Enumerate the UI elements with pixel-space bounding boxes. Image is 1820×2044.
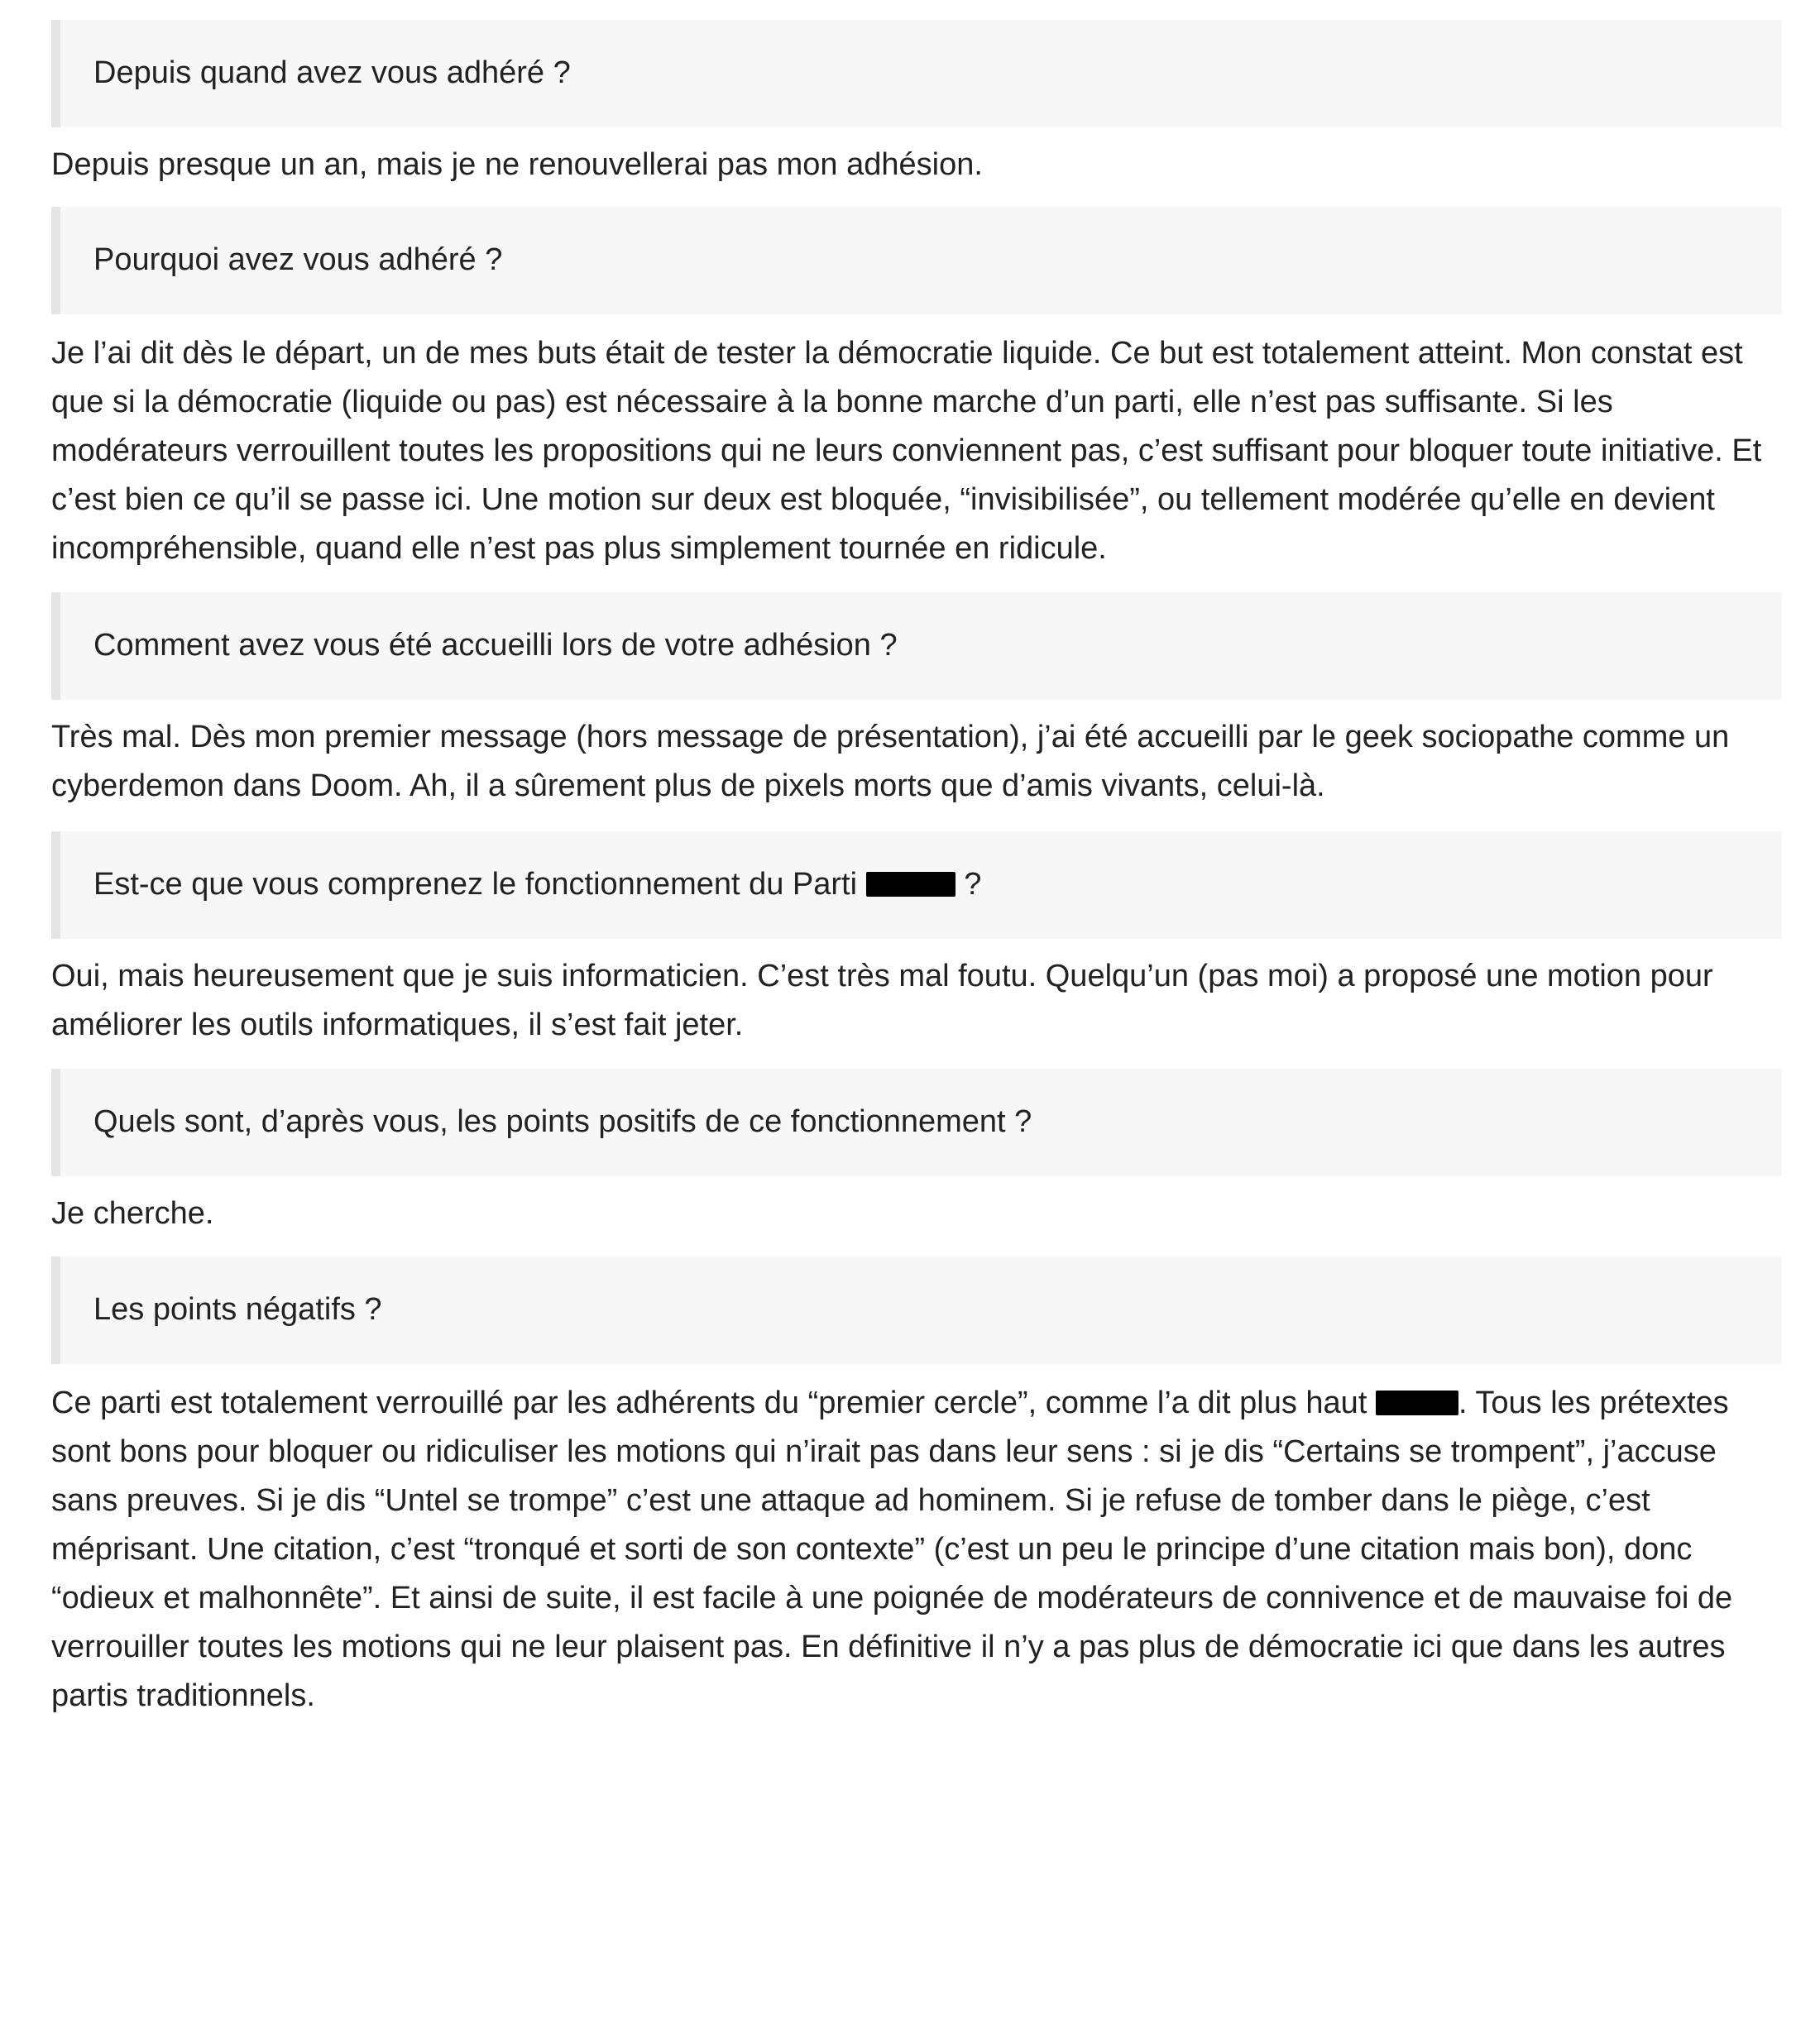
- answer-paragraph: Je cherche.: [51, 1196, 214, 1231]
- question-blockquote: [51, 831, 1782, 939]
- answer-paragraph: Depuis presque un an, mais je ne renouvellerai pas mon adhésion.: [51, 147, 983, 182]
- question-text: [93, 866, 981, 904]
- answer-text-part: Ce parti est totalement verrouillé par les adhérents du “premier cercle”, comme l’a dit plus haut: [51, 1386, 1367, 1420]
- question-text-part: Est-ce que vous comprenez le fonctionnement du Parti: [93, 867, 858, 902]
- answer-paragraph: Très mal. Dès mon premier message (hors message de présentation), j’ai été accueilli par le geek sociopathe comme un cyberdemon dans Doom. Ah, il a sûrement plus de pixels morts que d’amis vivants, celui-là.: [51, 720, 1730, 803]
- question-blockquote: [51, 592, 1782, 700]
- question-blockquote: [51, 1257, 1782, 1364]
- question-blockquote: [51, 207, 1782, 314]
- question-text-part: ?: [964, 867, 982, 902]
- question-text: Pourquoi avez vous adhéré ?: [93, 242, 503, 278]
- interview-document: [0, 20, 1780, 1721]
- question-blockquote: [51, 1069, 1782, 1176]
- answer-paragraph: Je l’ai dit dès le départ, un de mes buts était de tester la démocratie liquide. Ce but est totalement atteint. Mon constat est que si la démocratie (liquide ou pas) est nécessaire à la bonne marche d’un parti, elle n’est pas suffisante. Si les modérateurs verrouillent toutes les propositions qui ne leurs conviennent pas, c’est suffisant pour bloquer toute initiative. Et c’est bien ce qu’il se passe ici. Une motion sur deux est bloquée, “invisibilisée”, ou tellement modérée qu’elle en devient incompréhensible, quand elle n’est pas plus simplement tournée en ridicule.: [51, 336, 1762, 566]
- redaction-block: [866, 872, 956, 897]
- answer-paragraph: Oui, mais heureusement que je suis informaticien. C’est très mal foutu. Quelqu’un (pas moi) a proposé une motion pour améliorer les outils informatiques, il s’est fait jeter.: [51, 959, 1713, 1042]
- question-blockquote: [51, 20, 1782, 127]
- redaction-block: [1376, 1391, 1458, 1415]
- question-text: Comment avez vous été accueilli lors de votre adhésion ?: [93, 628, 898, 663]
- question-text: Les points négatifs ?: [93, 1292, 382, 1328]
- answer-paragraph: [51, 1379, 1780, 1721]
- question-text: Depuis quand avez vous adhéré ?: [93, 55, 571, 91]
- question-text: Quels sont, d’après vous, les points positifs de ce fonctionnement ?: [93, 1104, 1032, 1140]
- answer-text-part: . Tous les prétextes sont bons pour bloquer ou ridiculiser les motions qui n’irait pas dans leur sens : si je dis “Certains se trompent”, j’accuse sans preuves. Si je dis “Untel se trompe” c’est une attaque ad hominem. Si je refuse de tomber dans le piège, c’est méprisant. Une citation, c’est “tronqué et sorti de son contexte” (c’est un peu le principe d’une citation mais bon), donc “odieux et malhonnête”. Et ainsi de suite, il est facile à une poignée de modérateurs de connivence et de mauvaise foi de verrouiller toutes les motions qui ne leur plaisent pas. En définitive il n’y a pas plus de démocratie ici que dans les autres partis traditionnels.: [51, 1386, 1733, 1713]
